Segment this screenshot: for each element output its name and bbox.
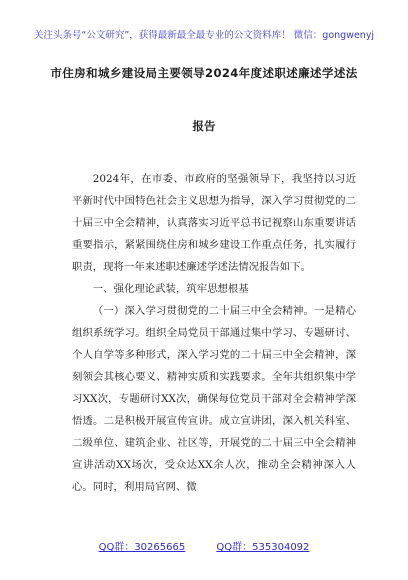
qq-group-link-1[interactable]: QQ群：30265665 xyxy=(98,542,186,553)
section-heading-1: 一、强化理论武装，筑牢思想根基 xyxy=(92,283,249,295)
banner-text: 关注头条号“公文研究”，获得最新最全最专业的公文资料库！ 微信：gongwenyj xyxy=(33,30,375,41)
qq-group-link-2[interactable]: QQ群：535304092 xyxy=(216,542,310,553)
document-body xyxy=(72,168,356,498)
document-title: 市住房和城乡建设局主要领导2024年度述职述廉述学述法 xyxy=(50,66,358,80)
document-title-line2: 报告 xyxy=(192,119,216,133)
footer xyxy=(0,538,408,553)
header-banner xyxy=(0,10,408,50)
paragraph-intro: 2024年，在市委、市政府的坚强领导下，我坚持以习近平新时代中国特色社会主义思想为指导，深入学习贯彻党的二十届三中全会精神，认真落实习近平总书记视察山东重要讲话重要指示，紧紧围绕住房和城乡建设工作重点任务，扎实履行职责，现将一年来述职述廉述学述法情况报告如下。 xyxy=(72,173,356,273)
paragraph-1-1: （一）深入学习贯彻党的二十届三中全会精神。一是精心组织系统学习。组织全局党员干部通过集中学习、专题研讨、个人自学等多种形式，深入学习党的二十届三中全会精神，深刻领会其核心要义、精神实质和实践要求。全年共组织集中学习XX次，专题研讨XX次，确保每位党员干部对全会精神学深悟透。二是积极开展宣传宣讲。成立宣讲团，深入机关科室、二级单位、建筑企业、社区等，开展党的二十届三中全会精神宣讲活动XX场次，受众达XX余人次，推动全会精神深入人心。同时，利用局官网、微 xyxy=(72,305,356,493)
